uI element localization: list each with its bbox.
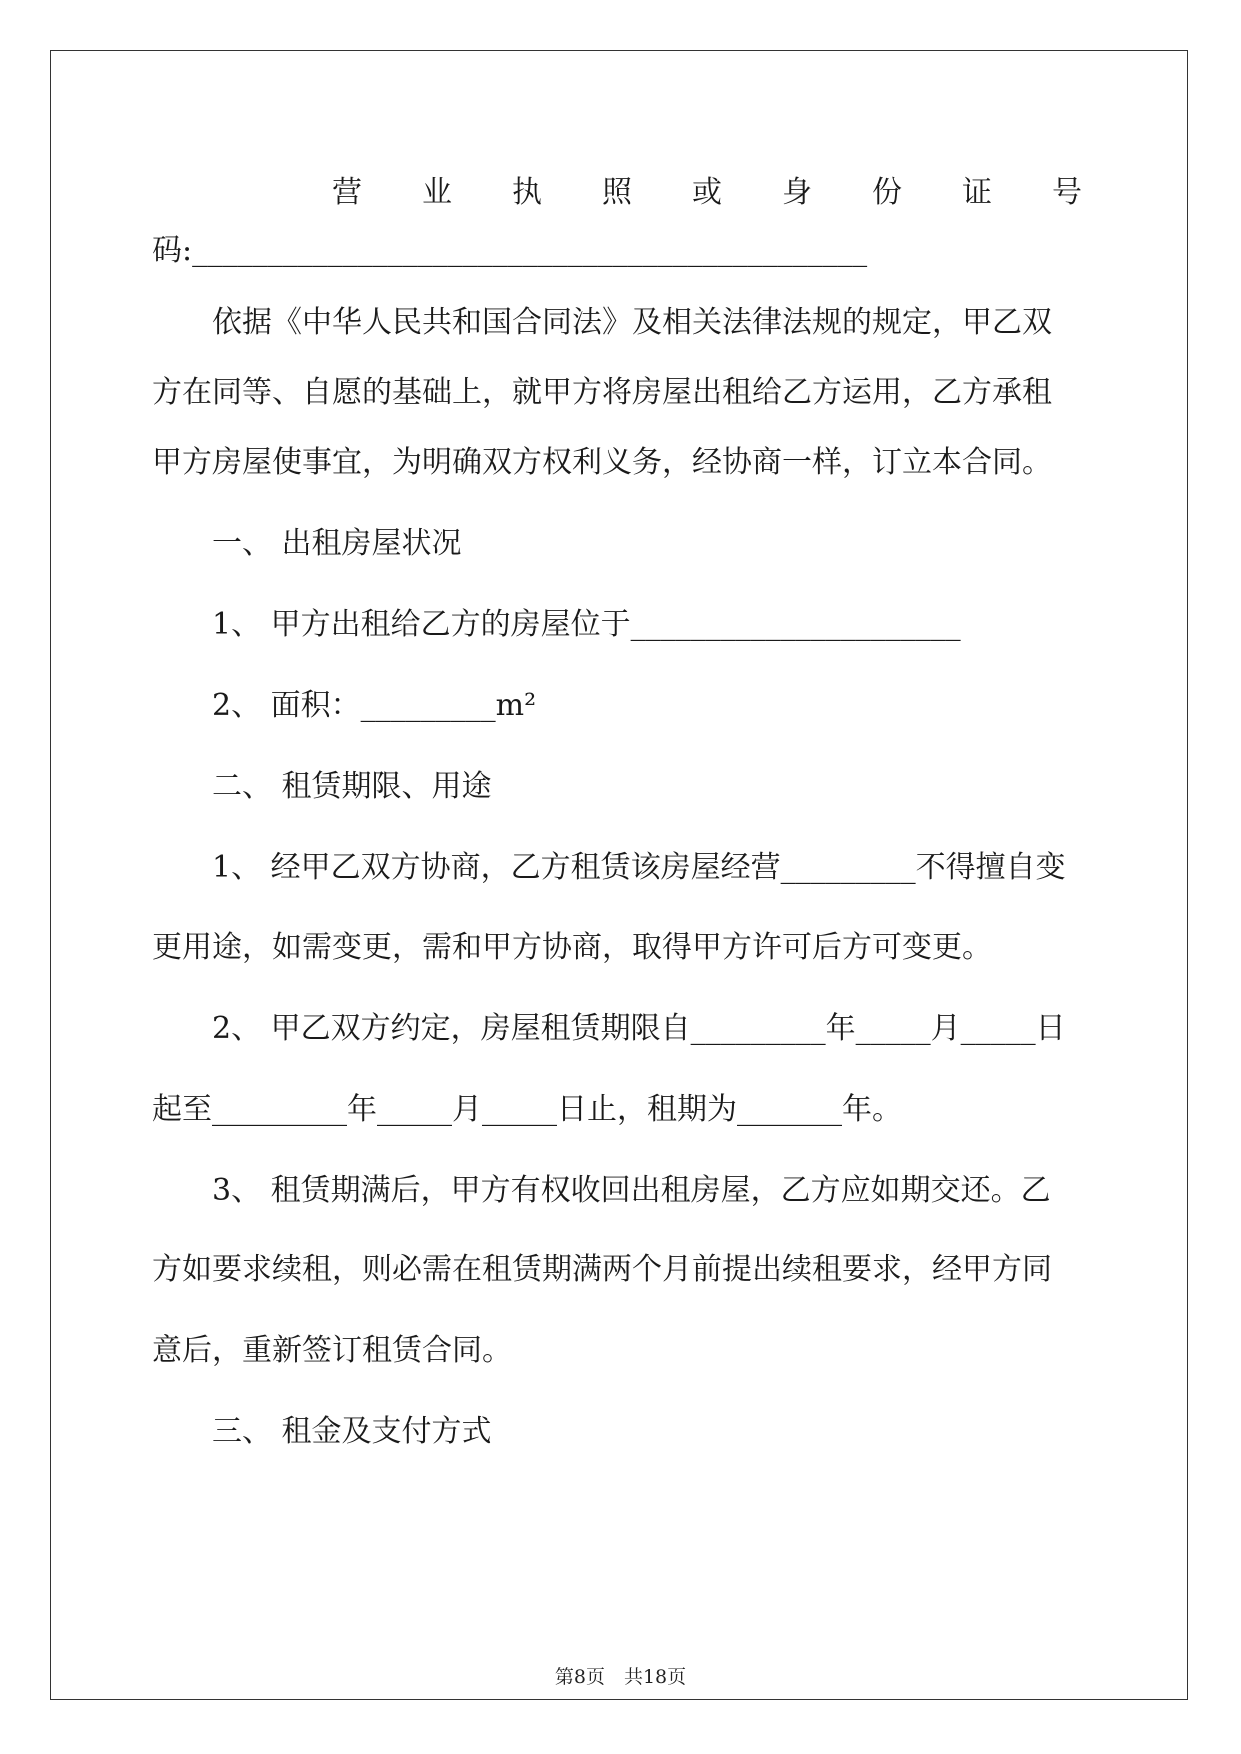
heading-char: 证	[962, 175, 992, 210]
section-heading: 二、 租赁期限、用途	[212, 769, 492, 804]
clause-line: 方如要求续租，则必需在租赁期满两个月前提出续租要求，经甲方同	[152, 1252, 1052, 1287]
paragraph-line: 依据《中华人民共和国合同法》及相关法律法规的规定，甲乙双	[212, 305, 1052, 340]
clause-line: 1、 甲方出租给乙方的房屋位于______________________	[212, 607, 961, 642]
heading-char: 身	[782, 175, 812, 210]
paragraph-line: 甲方房屋使事宜，为明确双方权利义务，经协商一样，订立本合同。	[152, 445, 1052, 480]
clause-line: 2、 面积：_________m²	[212, 688, 537, 723]
id-number-blank-line: 码:_____________________________________________	[152, 233, 868, 268]
paragraph-line: 方在同等、自愿的基础上，就甲方将房屋出租给乙方运用，乙方承租	[152, 375, 1052, 410]
heading-char: 照	[602, 175, 632, 210]
heading-char: 执	[512, 175, 542, 210]
section-heading: 一、 出租房屋状况	[212, 526, 462, 561]
clause-line: 更用途，如需变更，需和甲方协商，取得甲方许可后方可变更。	[152, 930, 992, 965]
clause-line: 3、 租赁期满后，甲方有权收回出租房屋，乙方应如期交还。乙	[212, 1173, 1051, 1208]
heading-char: 号	[1052, 175, 1082, 210]
heading-char: 业	[422, 175, 452, 210]
heading-char: 份	[872, 175, 902, 210]
clause-line: 意后，重新签订租赁合同。	[152, 1333, 512, 1368]
clause-line: 2、 甲乙双方约定，房屋租赁期限自_________年_____月_____日	[212, 1011, 1066, 1046]
page-number: 第8页 共18页	[554, 1666, 687, 1688]
heading-char: 营	[332, 175, 362, 210]
heading-char: 或	[692, 175, 722, 210]
id-number-heading	[332, 173, 1082, 213]
clause-line: 1、 经甲乙双方协商，乙方租赁该房屋经营_________不得擅自变	[212, 850, 1066, 885]
clause-line: 起至_________年_____月_____日止，租期为_______年。	[152, 1092, 902, 1127]
section-heading: 三、 租金及支付方式	[212, 1414, 492, 1449]
